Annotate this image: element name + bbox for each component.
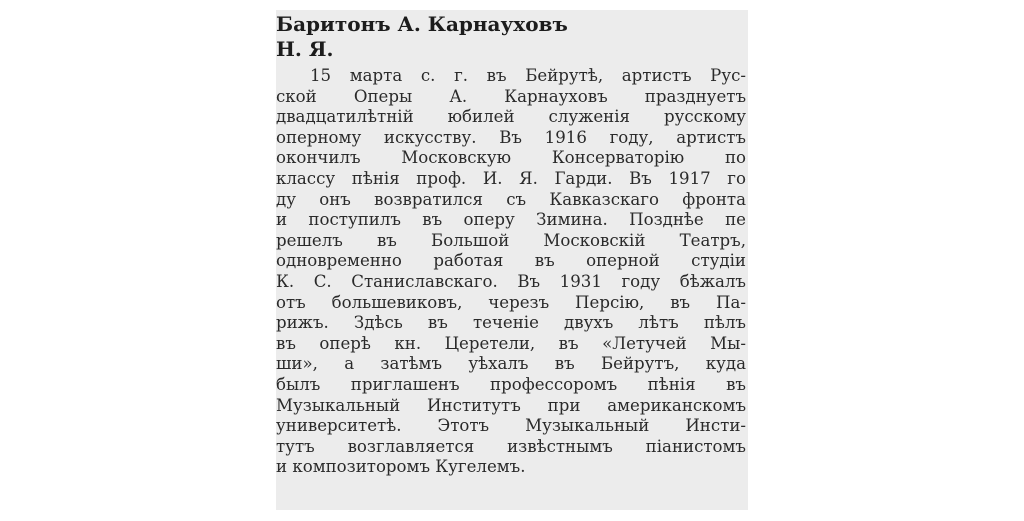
article-line: Музыкальный Институтъ при американскомъ [276, 395, 746, 415]
article-line: отъ большевиковъ, черезъ Персiю, въ Па- [276, 292, 746, 312]
article-line: двадцатилѣтнiй юбилей служенiя русскому [276, 107, 746, 127]
article-line: и поступилъ въ оперу Зимина. Позднѣе пе [276, 210, 746, 230]
article-line: тутъ возглавляется извѣстнымъ пiанистомъ [276, 436, 746, 456]
article-line: ду онъ возвратился съ Кавказскаго фронта [276, 189, 746, 209]
article-line: въ оперѣ кн. Церетели, въ «Летучей Мы- [276, 333, 746, 353]
article-line: 15 марта с. г. въ Бейрутѣ, артистъ Рус- [310, 66, 746, 85]
article-line: былъ приглашенъ профессоромъ пѣнiя въ [276, 374, 746, 394]
article-line: рижъ. Здѣсь въ теченiе двухъ лѣтъ пѣлъ [276, 313, 746, 333]
article-line: ской Оперы А. Карнауховъ празднуетъ [276, 86, 746, 106]
article-body [276, 66, 746, 478]
article-line: оперному искусству. Въ 1916 году, артистъ [276, 127, 746, 147]
article-line: одновременно работая въ оперной студiи [276, 251, 746, 271]
article-title: Баритонъ А. Карнауховъ [276, 12, 568, 36]
article-line: решелъ въ Большой Московскiй Театръ, [276, 230, 746, 250]
article-heading [276, 12, 568, 62]
article-line: К. С. Станиславскаго. Въ 1931 году бѣжалъ [276, 271, 746, 291]
article-author: Н. Я. [276, 37, 334, 61]
article-line: классу пѣнiя проф. И. Я. Гарди. Въ 1917 го [276, 168, 746, 188]
article-line: и композиторомъ Кугелемъ. [276, 457, 526, 477]
article-line: окончилъ Московскую Консерваторiю по [276, 148, 746, 168]
article-line: университетѣ. Этотъ Музыкальный Инсти- [276, 416, 746, 436]
article-line: ши», а затѣмъ уѣхалъ въ Бейрутъ, куда [276, 354, 746, 374]
